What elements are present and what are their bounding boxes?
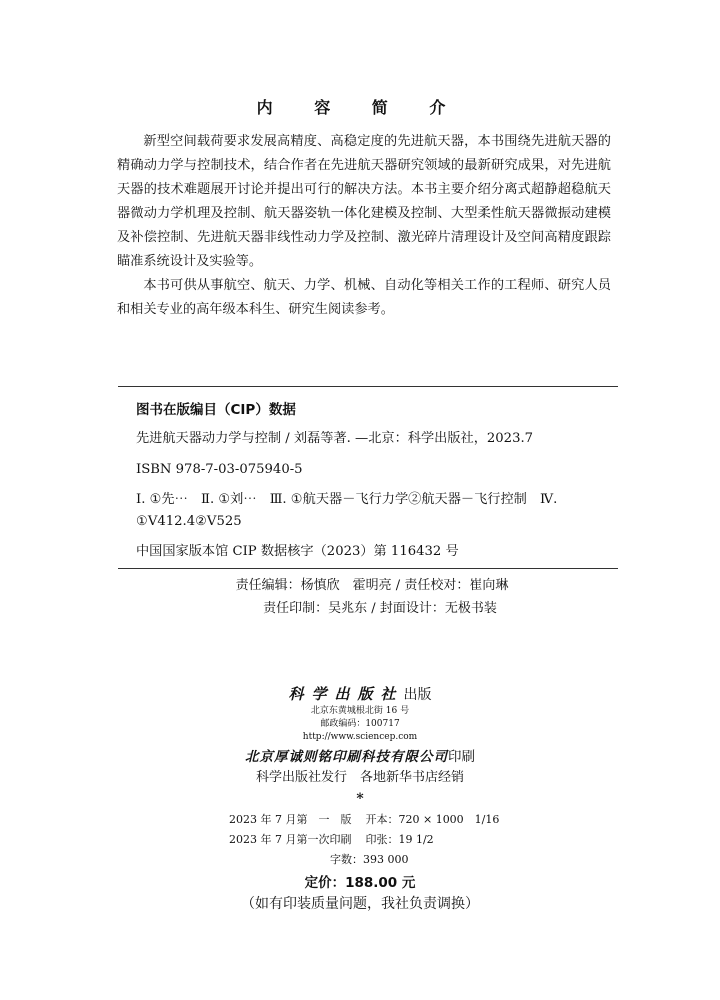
cip-bottom-rule <box>118 568 618 569</box>
cip-title-line: 先进航天器动力学与控制 / 刘磊等著. —北京：科学出版社，2023.7 <box>136 431 534 446</box>
sheet-count: 印张：19 1/2 <box>365 833 434 846</box>
price-line: 定价：188.00 元 <box>304 875 416 891</box>
distribution-line: 科学出版社发行 各地新华书店经销 <box>255 770 464 785</box>
summary-body <box>117 130 611 322</box>
summary-paragraph-2: 本书可供从事航空、航天、力学、机械、自动化等相关工作的工程师、研究人员和相关专业的高年级本科生、研究生阅读参考。 <box>117 278 611 317</box>
publisher-postcode: 邮政编码：100717 <box>320 719 400 729</box>
publisher-suffix: 出版 <box>403 687 432 703</box>
publisher-brand: 科学出版社 <box>288 685 404 703</box>
cip-top-rule <box>118 386 618 387</box>
printer-suffix: 印刷 <box>448 749 475 765</box>
format-size: 开本：720 × 1000 1/16 <box>365 813 500 826</box>
cip-record-number: 中国国家版本馆 CIP 数据核字（2023）第 116432 号 <box>136 544 459 559</box>
printer-brand: 北京厚诚则铭印刷科技有限公司 <box>245 749 448 765</box>
publisher-address: 北京东黄城根北街 16 号 <box>310 706 410 716</box>
credits-editors: 责任编辑：杨慎欣 霍明亮 / 责任校对：崔向琳 <box>235 578 509 593</box>
printer-line <box>0 745 720 765</box>
quality-notice: （如有印装质量问题，我社负责调换） <box>241 896 479 912</box>
specs-row-edition <box>229 810 499 830</box>
publisher-line <box>0 683 720 704</box>
cip-classification: Ⅰ. ①先⋯ Ⅱ. ①刘⋯ Ⅲ. ①航天器－飞行力学②航天器－飞行控制 Ⅳ. ①V412.4②V525 <box>136 492 558 529</box>
cip-heading: 图书在版编目（CIP）数据 <box>136 402 296 418</box>
summary-paragraph-1: 新型空间载荷要求发展高精度、高稳定度的先进航天器，本书围绕先进航天器的精确动力学与控制技术，结合作者在先进航天器研究领域的最新研究成果，对先进航天器的技术难题展开讨论并提出可行的解决方法。本书主要介绍分离式超静超稳航天器微动力学机理及控制、航天器姿轨一体化建模及控制、大型柔性航天器微振动建模及补偿控制、先进航天器非线性动力学及控制、激光碎片清理设计及空间高精度跟踪瞄准系统设计及实验等。 <box>117 134 611 269</box>
cip-isbn: ISBN 978-7-03-075940-5 <box>136 462 303 477</box>
specs-row-wordcount: 字数：393 000 <box>330 853 409 866</box>
specs-row-printing <box>229 830 434 850</box>
printing-date: 2023 年 7 月第一次印刷 <box>229 833 352 846</box>
credits-production: 责任印制：吴兆东 / 封面设计：无极书装 <box>263 601 497 616</box>
summary-title: 内 容 简 介 <box>256 98 464 117</box>
edition-date: 2023 年 7 月第 一 版 <box>229 813 352 826</box>
publisher-url: http://www.sciencep.com <box>302 732 418 742</box>
separator-star: * <box>356 791 364 807</box>
